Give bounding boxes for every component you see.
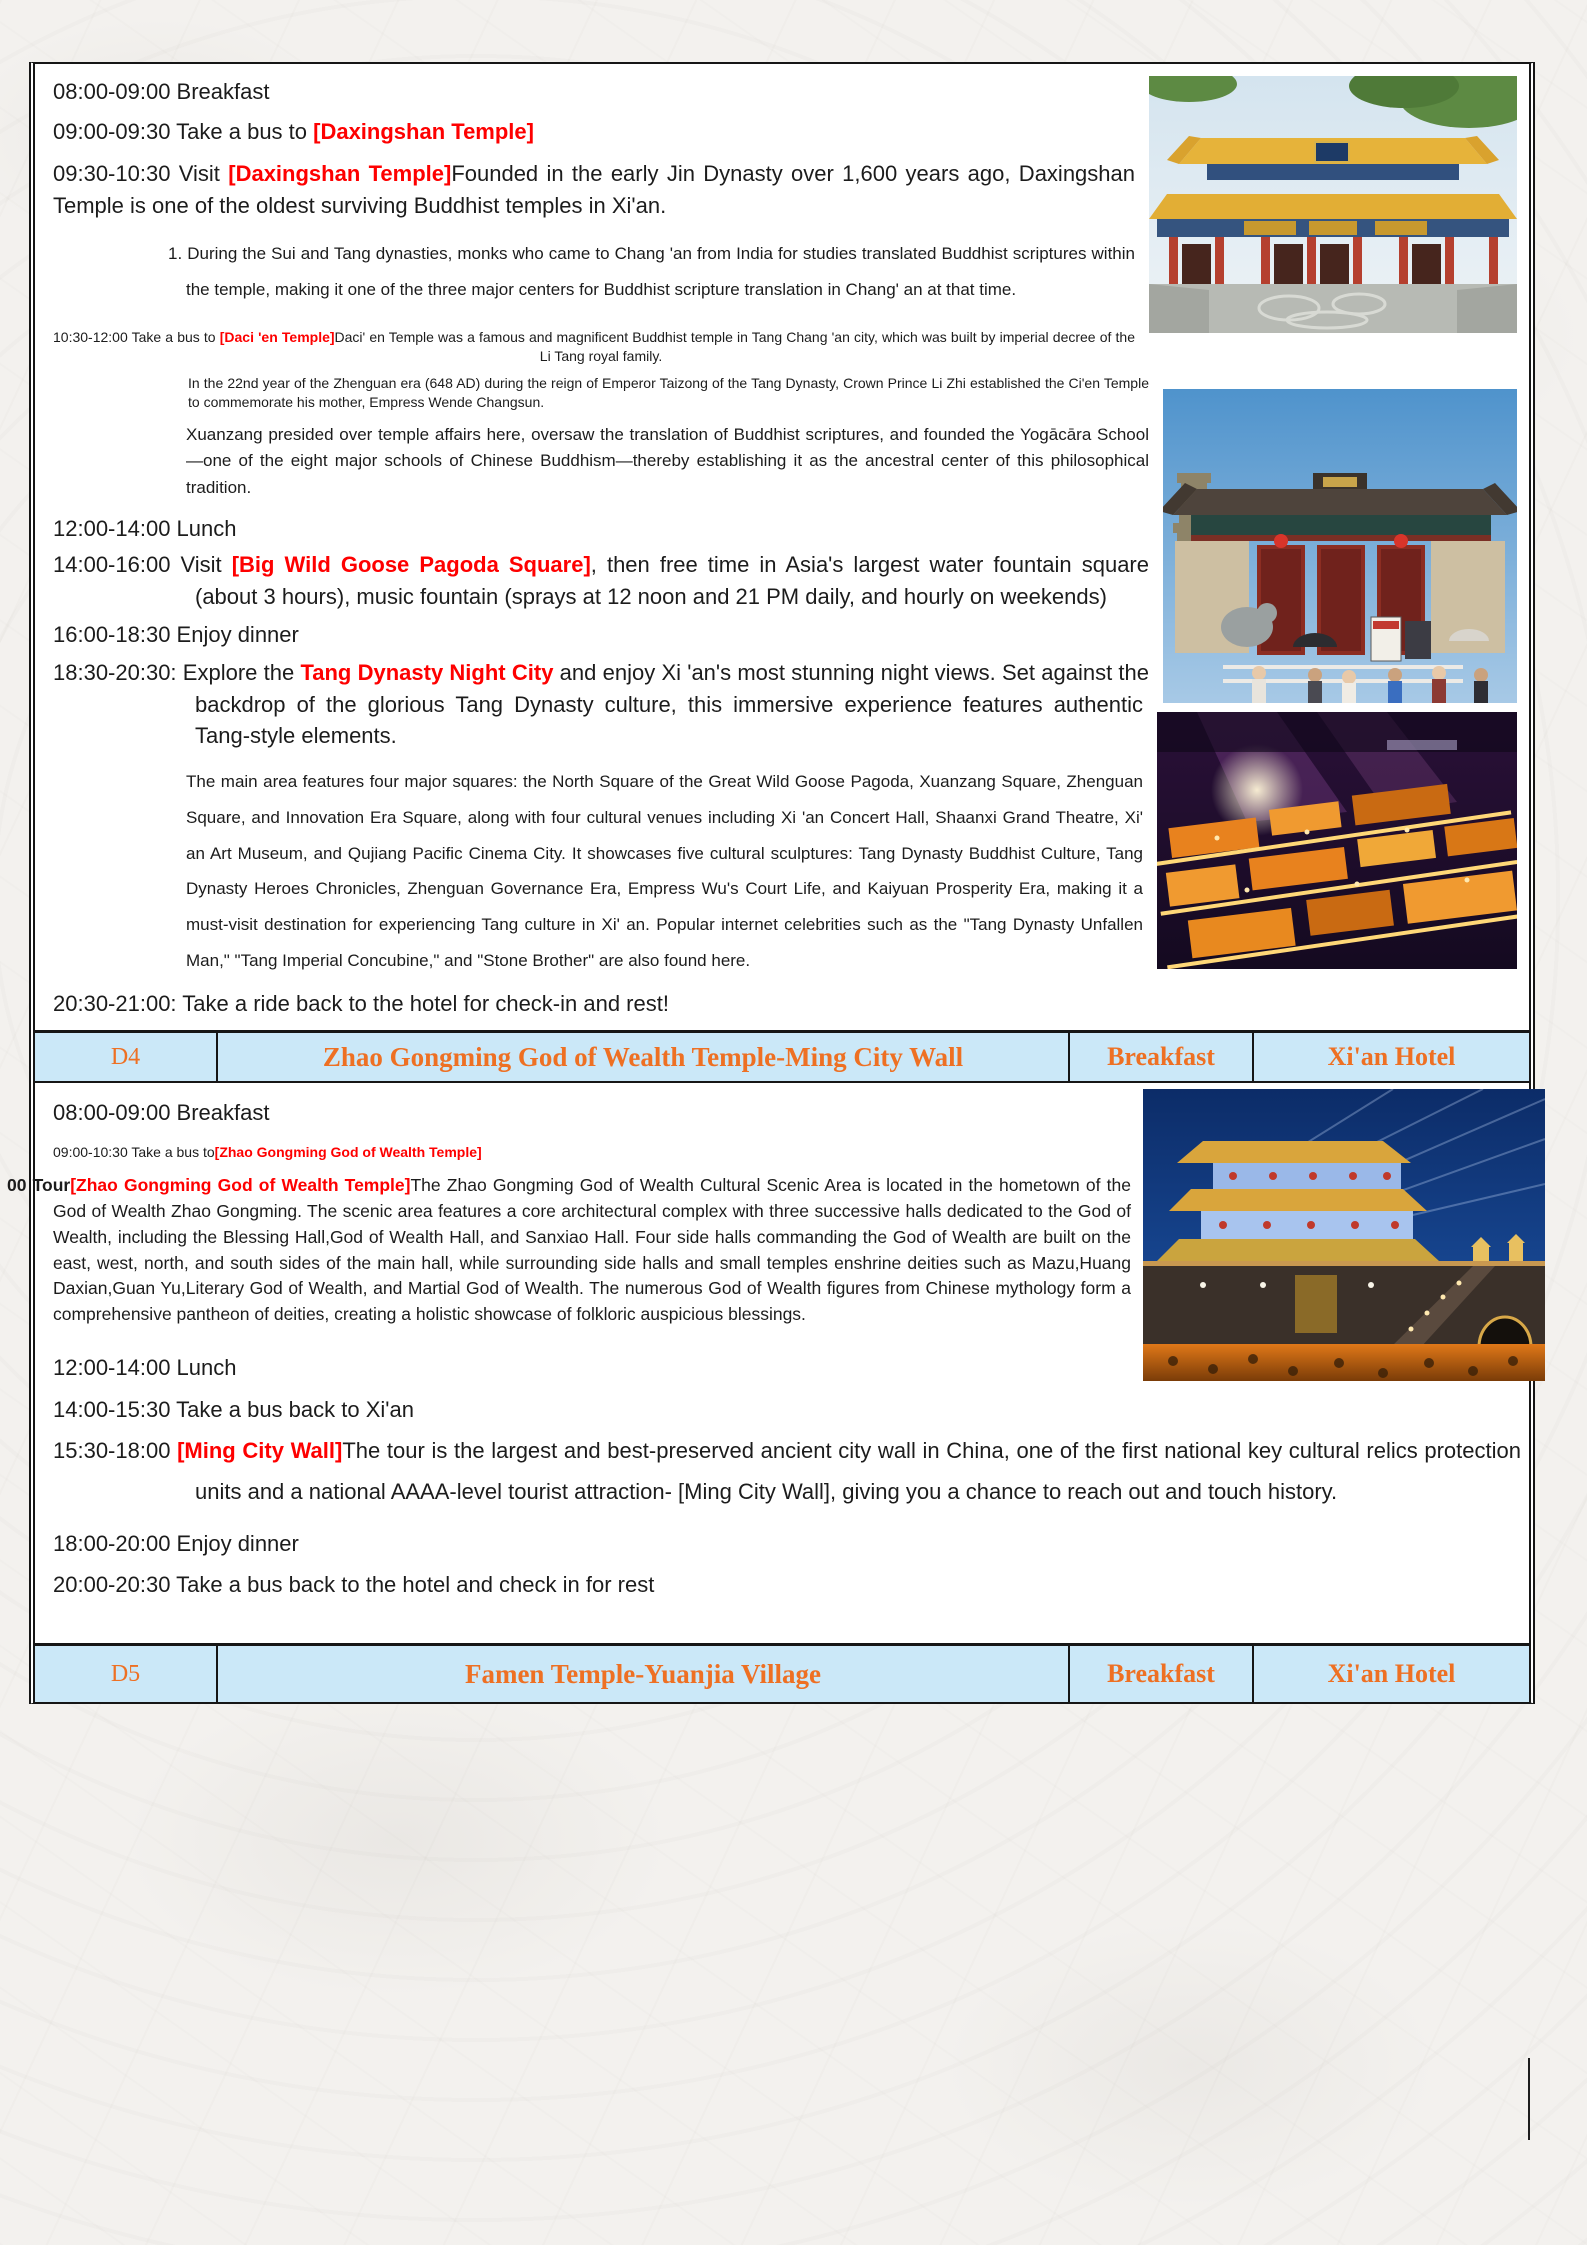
ming-city-wall-highlight: [Ming City Wall] <box>177 1438 343 1464</box>
day4-hotel: Xi'an Hotel <box>1252 1033 1529 1081</box>
day4-zhaogongming-paragraph: 00 Tour[Zhao Gongming God of Wealth Temple]The Zhao Gongming God of Wealth Cultural Scenic Area is located in the hometown of the God of Wealth Zhao Gongming. The scenic area features a core architectural complex with three successive halls dedicated to the God of Wealth, including the Blessing Hall,God of Wealth Hall, and Sanxiao Hall. Four side halls commanding the God of Wealth are built on the east, west, north, and south sides of the main hall, while surrounding side halls and small temples enshrine deities such as Mazu,Huang Daxian,Guan Yu,Literary God of Wealth, and Martial God of Wealth. The numerous God of Wealth figures from Chinese mythology form a comprehensive pantheon of deities, creating a holistic showcase of folkloric auspicious blessings. <box>7 1175 1131 1324</box>
day3-line-return-hotel: 20:30-21:00: Take a ride back to the hotel for check-in and rest! <box>53 991 669 1017</box>
day3-content-cell <box>35 64 1529 1030</box>
day3-note-zhenguan: In the 22nd year of the Zhenguan era (648 AD) during the reign of Emperor Taizong of the Tang Dynasty, Crown Prince Li Zhi established the Ci'en Temple to commemorate his mother, Empress Wende Changsun. <box>188 375 1149 411</box>
day4-label: D4 <box>110 1043 141 1070</box>
day4-line-lunch: 12:00-14:00 Lunch <box>53 1354 237 1380</box>
day4-line-ming-city-wall: 15:30-18:00 [Ming City Wall]The tour is the largest and best-preserved ancient city wall in China, one of the first national key cultural relics protection units and a national AAAA-level tourist attraction- [Ming City Wall], giving you a chance to reach out and touch history. <box>53 1438 1521 1504</box>
zhaogongming-temple-highlight: [Zhao Gongming God of Wealth Temple] <box>70 1175 411 1196</box>
day4-line-dinner: 18:00-20:00 Enjoy dinner <box>53 1530 299 1556</box>
big-wild-goose-pagoda-highlight: [Big Wild Goose Pagoda Square] <box>231 551 591 577</box>
day3-line-pagoda-square: 14:00-16:00 Visit [Big Wild Goose Pagoda Square], then free time in Asia's largest water fountain square (about 3 hours), music fountain (sprays at 12 noon and 21 PM daily, and hourly on weekends) <box>53 551 1149 609</box>
day4-line-breakfast: 08:00-09:00 Breakfast <box>53 1100 270 1126</box>
day4-content-cell <box>7 1083 1529 1643</box>
day4-line-return-hotel: 20:00-20:30 Take a bus back to the hotel and check in for rest <box>53 1572 655 1598</box>
tang-dynasty-night-city-photo-art <box>1157 712 1517 969</box>
day3-line-dinner: 16:00-18:30 Enjoy dinner <box>53 621 299 647</box>
day4-line-bus-zhaogongming: 09:00-10:30 Take a bus to[Zhao Gongming God of Wealth Temple] <box>53 1144 482 1161</box>
daxingshan-temple-highlight: [Daxingshan Temple] <box>228 160 452 186</box>
tang-dynasty-night-city-highlight: Tang Dynasty Night City <box>300 659 554 685</box>
daxingshan-temple-photo-art <box>1149 76 1517 333</box>
day3-line-bus-daxingshan: 09:00-09:30 Take a bus to [Daxingshan Temple] <box>53 118 534 144</box>
day3-note-squares: The main area features four major squares: the North Square of the Great Wild Goose Pagoda, Xuanzang Square, Zhenguan Square, and Innovation Era Square, along with four cultural venues including Xi 'an Concert Hall, Shaanxi Grand Theatre, Xi' an Art Museum, and Qujiang Pacific Cinema City. It showcases five cultural sculptures: Tang Dynasty Buddhist Culture, Tang Dynasty Heroes Chronicles, Zhenguan Governance Era, Empress Wu's Court Life, and Kaiyuan Prosperity Era, making it a must-visit destination for experiencing Tang culture in Xi' an. Popular internet celebrities such as the "Tang Dynasty Unfallen Man," "Tang Imperial Concubine," and "Stone Brother" are also found here. <box>186 772 1143 970</box>
stray-border-line <box>1528 2058 1530 2140</box>
day5-header-row <box>35 1643 1529 1702</box>
day5-title: Famen Temple-Yuanjia Village <box>216 1646 1068 1702</box>
day4-header-row <box>35 1030 1529 1083</box>
day5-label: D5 <box>110 1660 141 1687</box>
day4-line-bus-back: 14:00-15:30 Take a bus back to Xi'an <box>53 1396 414 1422</box>
day3-note-xuanzang: Xuanzang presided over temple affairs here, oversaw the translation of Buddhist scriptures, and founded the Yogācāra School—one of the eight major schools of Chinese Buddhism—thereby establishing it as the ancestral center of this philosophical tradition. <box>186 425 1149 497</box>
day3-line-night-city: 18:30-20:30: Explore the Tang Dynasty Night City and enjoy Xi 'an's most stunning night views. Set against the backdrop of the glorious Tang Dynasty culture, this immersive experience features authentic Tang-style elements. <box>53 659 1149 749</box>
zhaogongming-temple-highlight: [Zhao Gongming God of Wealth Temple] <box>214 1144 482 1161</box>
daxingshan-temple-highlight: [Daxingshan Temple] <box>313 118 534 144</box>
day5-meals: Breakfast <box>1068 1646 1252 1702</box>
day3-line-bus-dacien: 10:30-12:00 Take a bus to [Daci 'en Temple]Daci' en Temple was a famous and magnificent Buddhist temple in Tang Chang 'an city, which was built by imperial decree of the Li Tang royal family. <box>53 328 1135 364</box>
daxingshan-temple-photo <box>1149 76 1517 333</box>
tang-dynasty-night-city-photo <box>1157 712 1517 969</box>
dacien-temple-highlight: [Daci 'en Temple] <box>219 328 335 345</box>
day3-line-visit-daxingshan: 09:30-10:30 Visit [Daxingshan Temple]Founded in the early Jin Dynasty over 1,600 years ago, Daxingshan Temple is one of the oldest surviving Buddhist temples in Xi'an. <box>53 160 1135 218</box>
dacien-temple-gate-photo <box>1163 389 1517 703</box>
day3-line-breakfast: 08:00-09:00 Breakfast <box>53 79 270 104</box>
itinerary-table <box>7 62 1535 1704</box>
dacien-temple-gate-photo-art <box>1163 389 1517 703</box>
day5-hotel: Xi'an Hotel <box>1252 1646 1529 1702</box>
day3-line-lunch: 12:00-14:00 Lunch <box>53 516 237 542</box>
day3-note-translation: 1. During the Sui and Tang dynasties, monks who came to Chang 'an from India for studies translated Buddhist scriptures within the temple, making it one of the three major centers for Buddhist scripture translation in Chang' an at that time. <box>168 243 1135 299</box>
day4-meals: Breakfast <box>1068 1033 1252 1081</box>
day4-title: Zhao Gongming God of Wealth Temple-Ming City Wall <box>216 1033 1068 1081</box>
